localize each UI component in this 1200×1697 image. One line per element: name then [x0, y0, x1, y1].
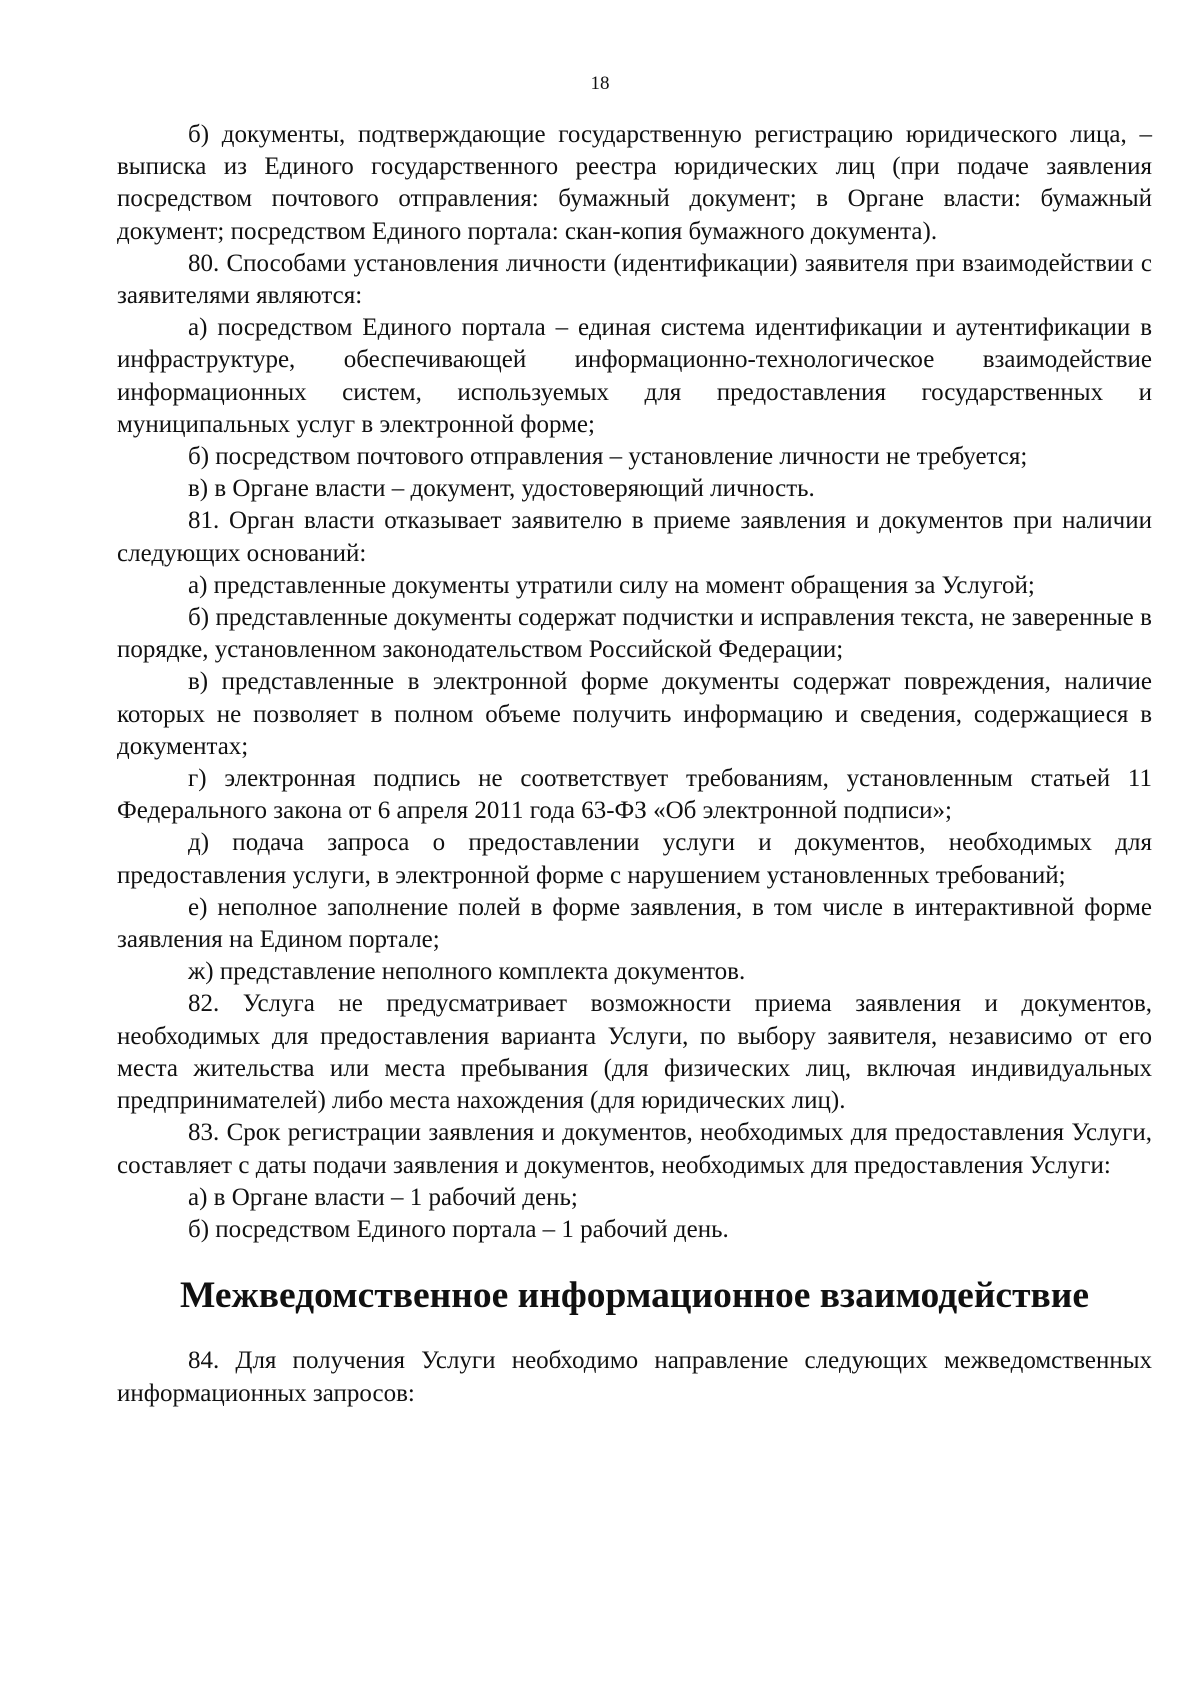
paragraph: б) посредством почтового отправления – установление личности не требуется;	[188, 443, 1028, 471]
paragraph: 80. Способами установления личности (идентификации) заявителя при взаимодействии с заявителями являются:	[117, 249, 1152, 310]
paragraph: в) в Органе власти – документ, удостоверяющий личность.	[188, 475, 815, 503]
paragraph: г) электронная подпись не соответствует требованиям, установленным статьей 11 Федерального закона от 6 апреля 2011 года 63-ФЗ «Об электронной подписи»;	[117, 765, 1152, 825]
paragraph: ж) представление неполного комплекта документов.	[188, 958, 746, 986]
paragraph: а) представленные документы утратили силу на момент обращения за Услугой;	[188, 571, 1035, 599]
document-body	[117, 119, 1152, 1410]
paragraph: 81. Орган власти отказывает заявителю в приеме заявления и документов при наличии следующих оснований:	[117, 507, 1152, 567]
paragraph: 83. Срок регистрации заявления и документов, необходимых для предоставления Услуги, составляет с даты подачи заявления и документов, необходимых для предоставления Услуги:	[117, 1119, 1152, 1179]
page-number: 18	[590, 73, 610, 94]
paragraph: д) подача запроса о предоставлении услуги и документов, необходимых для предоставления услуги, в электронной форме с нарушением установленных требований;	[117, 829, 1152, 889]
paragraph: 82. Услуга не предусматривает возможности приема заявления и документов, необходимых для предоставления варианта Услуги, по выбору заявителя, независимо от его места жительства или места пребывания (для физических лиц, включая индивидуальных предпринимателей) либо места нахождения (для юридических лиц).	[117, 990, 1152, 1115]
paragraph: в) представленные в электронной форме документы содержат повреждения, наличие которых не позволяет в полном объеме получить информацию и сведения, содержащиеся в документах;	[117, 668, 1152, 760]
section-heading: Межведомственное информационное взаимодействие	[180, 1275, 1089, 1317]
paragraph: а) посредством Единого портала – единая система идентификации и аутентификации в инфраструктуре, обеспечивающей информационно-технологическое взаимодействие информационных систем, используемых для предоставления государственных и муниципальных услуг в электронной форме;	[117, 314, 1152, 438]
paragraph: 84. Для получения Услуги необходимо направление следующих межведомственных информационных запросов:	[117, 1347, 1152, 1407]
paragraph: е) неполное заполнение полей в форме заявления, в том числе в интерактивной форме заявления на Едином портале;	[117, 893, 1152, 954]
paragraph: б) документы, подтверждающие государственную регистрацию юридического лица, – выписка из Единого государственного реестра юридических лиц (при подаче заявления посредством почтового отправления: бумажный документ; в Органе власти: бумажный документ; посредством Единого портала: скан-копия бумажного документа).	[117, 121, 1152, 245]
paragraph: б) представленные документы содержат подчистки и исправления текста, не заверенные в порядке, установленном законодательством Российской Федерации;	[117, 604, 1152, 664]
paragraph: б) посредством Единого портала – 1 рабочий день.	[188, 1215, 729, 1243]
paragraph: а) в Органе власти – 1 рабочий день;	[188, 1183, 578, 1211]
